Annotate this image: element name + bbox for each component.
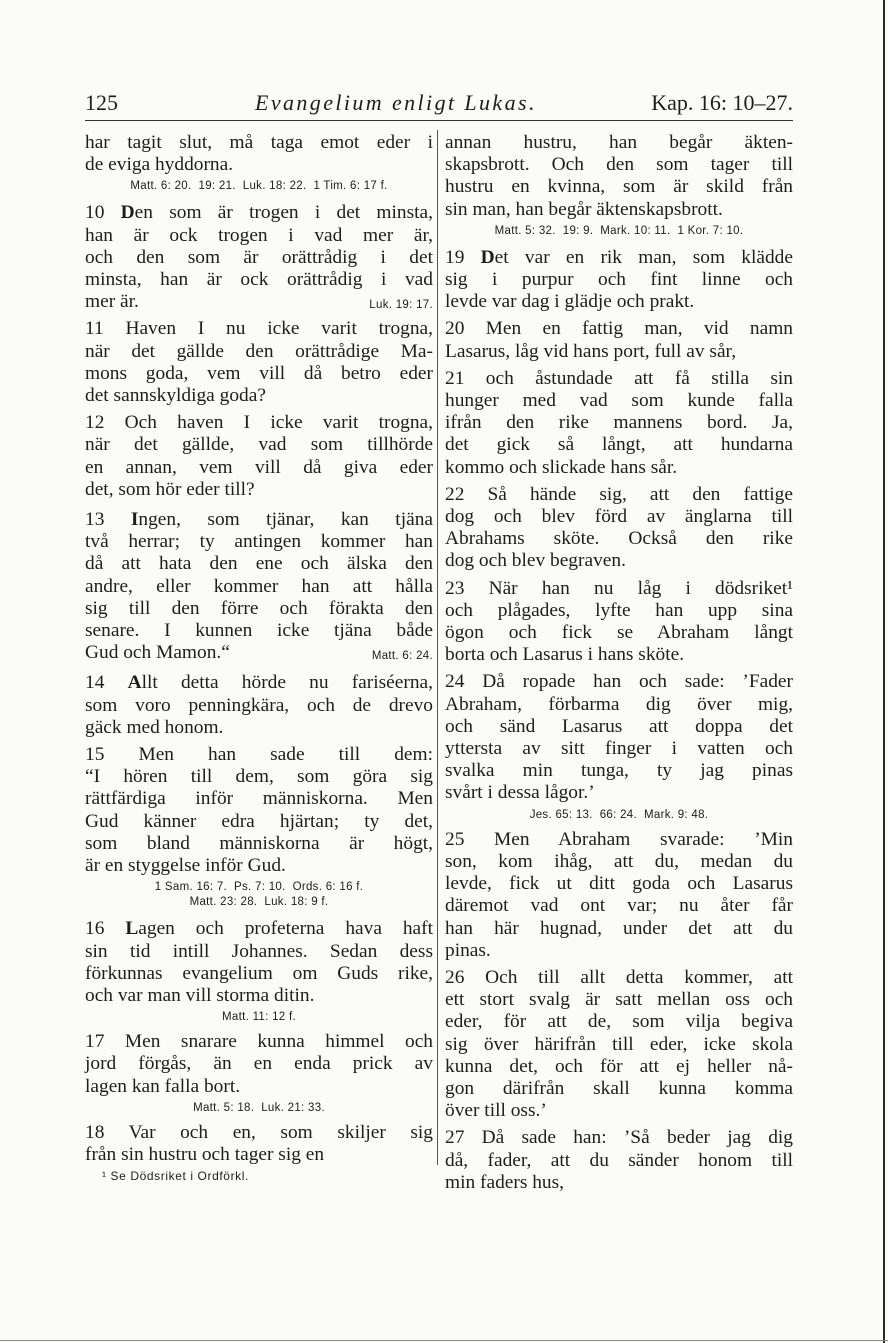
right-block-4 [445, 368, 793, 479]
footnote: ¹ Se Dödsriket i Ordförkl. [102, 1169, 249, 1183]
verse-line: och var man vill storma ditin. [85, 984, 315, 1006]
left-block-13 [85, 1122, 433, 1166]
verse-first-line [85, 918, 433, 940]
text-line: 18 Var och en, som skiljer sig [85, 1121, 433, 1143]
left-block-10 [85, 1010, 433, 1025]
text-line: levde, fick ut ditt goda och Lasarus [445, 873, 793, 895]
text-line: Abrahams sköte. Också den rike [445, 528, 793, 550]
verse-text: llt detta hörde nu fariséerna, [141, 672, 433, 694]
text-line: en annan, vem vill då giva eder [85, 456, 433, 478]
text-line: 11 Haven I nu icke varit trogna, [85, 318, 433, 340]
text-line: Gud känner edra hjärtan; ty det, [85, 810, 433, 832]
verse-number: 14 [85, 672, 128, 694]
text-line: 24 Då ropade han och sade: ’Fader [445, 671, 793, 693]
text-line: hunger med vad som kunde falla [445, 390, 793, 412]
right-block-2 [445, 247, 793, 314]
text-line: har tagit slut, må taga emot eder i [85, 132, 433, 153]
text-line: skapsbrott. Och den som tager till [445, 154, 793, 176]
text-line: eder, för att de, som vilja begiva [445, 1011, 793, 1033]
verse-line: levde var dag i glädje och prakt. [445, 291, 695, 313]
text-line: då, fader, att du sänder honom till [445, 1149, 793, 1171]
cross-reference: Matt. 6: 20. 19: 21. Luk. 18: 22. 1 Tim. 6: 17 f. [130, 180, 388, 193]
page-edge-bottom [0, 1340, 888, 1341]
text-line: dog och blev förd av änglarna till [445, 506, 793, 528]
text-line: “I hören till dem, som göra sig [85, 766, 433, 788]
left-block-9 [85, 918, 433, 1007]
text-line: det sannskyldiga goda? [85, 385, 266, 407]
text-line: som bland människorna är högt, [85, 832, 433, 854]
right-block-11 [445, 1127, 793, 1194]
right-block-7 [445, 671, 793, 804]
text-line: 22 Så hände sig, att den fattige [445, 483, 793, 505]
text-line: 20 Men en fattig man, vid namn [445, 318, 793, 340]
right-block-9 [445, 829, 793, 962]
text-line: kunna det, och för att ej heller nå- [445, 1055, 793, 1077]
drop-cap: D [120, 202, 135, 224]
text-line: ögon och fick se Abraham långt [445, 622, 793, 644]
verse-first-line [85, 202, 433, 224]
verse-first-line [445, 247, 793, 269]
text-line: mons goda, vem vill då betro eder [85, 362, 433, 384]
text-line: 21 och åstundade att få stilla sin [445, 367, 793, 389]
drop-cap: I [130, 509, 139, 531]
right-block-6 [445, 578, 793, 667]
cross-reference: Matt. 5: 18. Luk. 21: 33. [193, 1101, 325, 1114]
verse-text: et var en rik man, som klädde [494, 246, 793, 268]
text-line: Abraham, förbarma dig över mig, [445, 693, 793, 715]
text-line: borta och Lasarus i hans sköte. [445, 644, 685, 666]
text-line: svårt i dessa lågor.’ [445, 782, 595, 804]
text-line: dog och blev begraven. [445, 550, 626, 572]
left-block-7 [85, 744, 433, 877]
text-line: hustru en kvinna, som är skild från [445, 176, 793, 198]
verse-line: två herrar; ty antingen kommer han [85, 531, 433, 553]
text-line: jord förgås, än en enda prick av [85, 1053, 433, 1075]
verse-line: senare. I kunnen icke tjäna både [85, 620, 433, 642]
verse-first-line [85, 509, 433, 531]
text-line: det, som hör eder till? [85, 478, 255, 500]
verse-text: agen och profeterna hava haft [138, 918, 433, 940]
left-block-12 [85, 1101, 433, 1116]
verse-line: minsta, han är ock orättrådig i vad [85, 269, 433, 291]
left-block-1 [85, 179, 433, 194]
verse-line: sig till den förre och förakta den [85, 597, 433, 619]
verse-line: han är ock trogen i vad mer är, [85, 224, 433, 246]
verse-line: sig i purpur och fint linne och [445, 269, 793, 291]
right-block-8 [445, 808, 793, 823]
left-block-11 [85, 1031, 433, 1098]
verse-number: 10 [85, 202, 121, 224]
text-line: däremot vad ont var; nu åter får [445, 895, 793, 917]
text-line: när det gällde den orättrådige Ma- [85, 340, 433, 362]
text-line: 26 Och till allt detta kommer, att [445, 966, 793, 988]
text-line: 25 Men Abraham svarade: ’Min [445, 828, 793, 850]
chapter-reference: Kap. 16: 10–27. [651, 90, 793, 115]
verse-line: och den som är orättrådig i det [85, 246, 433, 268]
inline-cross-reference: Luk. 19: 17. [369, 299, 433, 312]
text-line: 12 Och haven I icke varit trogna, [85, 412, 433, 434]
verse-number: 13 [85, 509, 131, 531]
verse-line: förkunnas evangelium om Guds rike, [85, 962, 433, 984]
text-line: pinas. [445, 939, 491, 961]
text-line: det gick så långt, att hundarna [445, 434, 793, 456]
right-block-5 [445, 484, 793, 573]
left-block-8 [85, 880, 433, 910]
left-block-2 [85, 202, 433, 313]
text-line: ifrån den rike mannens bord. Ja, [445, 412, 793, 434]
verse-line: sin tid intill Johannes. Sedan dess [85, 940, 433, 962]
left-block-0 [85, 132, 433, 176]
verse-text: en som är trogen i det minsta, [134, 202, 433, 224]
text-line: 23 När han nu låg i dödsriket¹ [445, 577, 793, 599]
verse-number: 19 [445, 246, 481, 268]
text-line: rättfärdiga inför människorna. Men [85, 788, 433, 810]
verse-first-line [85, 672, 433, 694]
cross-reference: Jes. 65: 13. 66: 24. Mark. 9: 48. [529, 808, 709, 821]
left-block-3 [85, 318, 433, 407]
text-line: min faders hus, [445, 1171, 565, 1193]
verse-line: gäck med honom. [85, 716, 224, 738]
text-line: ett stort svalg är satt mellan oss och [445, 989, 793, 1011]
drop-cap: D [480, 246, 495, 268]
left-column [85, 132, 433, 1166]
running-header [85, 86, 793, 121]
right-block-1 [445, 224, 793, 239]
right-block-10 [445, 967, 793, 1122]
text-line: 15 Men han sade till dem: [85, 744, 433, 766]
text-line: från sin hustru och tager sig en [85, 1143, 325, 1165]
text-line: och plågades, lyfte han upp sina [445, 599, 793, 621]
text-line: när det gällde, vad som tillhörde [85, 434, 433, 456]
verse-line: andre, eller kommer han att hålla [85, 575, 433, 597]
cross-reference: Matt. 5: 32. 19: 9. Mark. 10: 11. 1 Kor. 7: 10. [494, 224, 744, 237]
text-line: gon därifrån skall kunna komma [445, 1077, 793, 1099]
drop-cap: L [125, 918, 139, 940]
page-edge-right [883, 0, 885, 1343]
verse-number: 16 [85, 918, 126, 940]
text-line: annan hustru, han begår äkten- [445, 132, 793, 153]
text-line: han här hugnad, under det att du [445, 917, 793, 939]
text-line: kommo och slickade hans sår. [445, 456, 678, 478]
page-number: 125 [85, 90, 118, 115]
text-line: yttersta av sitt finger i vatten och [445, 738, 793, 760]
verse-line: Gud och Mamon.“ Matt. 6: 24. [85, 642, 433, 664]
right-block-3 [445, 318, 793, 362]
cross-reference: Matt. 11: 12 f. [222, 1011, 296, 1024]
inline-cross-reference: Matt. 6: 24. [371, 650, 433, 663]
right-block-0 [445, 132, 793, 221]
text-line: svalka min tunga, ty jag pinas [445, 760, 793, 782]
book-title: Evangelium enligt Lukas. [255, 90, 537, 115]
text-line: 17 Men snarare kunna himmel och [85, 1031, 433, 1053]
right-column [445, 132, 793, 1194]
text-line: Lasarus, låg vid hans port, full av sår, [445, 340, 737, 362]
text-line: lagen kan falla bort. [85, 1075, 241, 1097]
text-line: son, kom ihåg, att du, medan du [445, 850, 793, 872]
text-line: över till oss.’ [445, 1100, 547, 1122]
left-block-6 [85, 672, 433, 739]
verse-text: ngen, som tjänar, kan tjäna [138, 509, 433, 531]
column-divider [437, 130, 438, 1165]
text-line: och sänd Lasarus att doppa det [445, 715, 793, 737]
text-line: 27 Då sade han: ’Så beder jag dig [445, 1127, 793, 1149]
verse-line: då att hata den ene och älska den [85, 553, 433, 575]
verse-line: som voro penningkära, och de drevo [85, 694, 433, 716]
left-block-5 [85, 509, 433, 664]
left-block-4 [85, 412, 433, 501]
cross-reference: 1 Sam. 16: 7. Ps. 7: 10. Ords. 6: 16 f. Matt. 23: 28. Luk. 18: 9 f. [154, 881, 364, 909]
text-line: sin man, han begår äktenskapsbrott. [445, 198, 723, 220]
verse-line: mer är. Luk. 19: 17. [85, 291, 433, 313]
drop-cap: A [127, 672, 142, 694]
text-line: de eviga hyddorna. [85, 154, 234, 176]
text-line: sig över härifrån till eder, icke skola [445, 1033, 793, 1055]
text-line: är en styggelse inför Gud. [85, 855, 286, 877]
